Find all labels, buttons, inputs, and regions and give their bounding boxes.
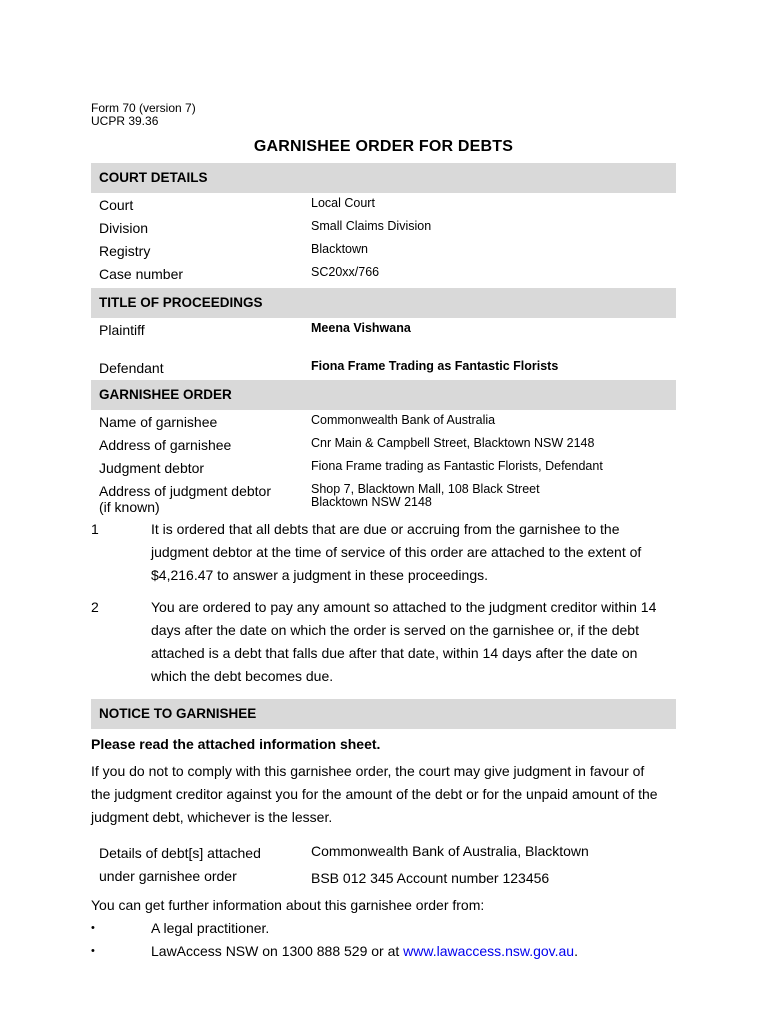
document-title: GARNISHEE ORDER FOR DEBTS xyxy=(253,138,514,155)
registry-value: Blacktown xyxy=(311,242,368,256)
defendant-value: Fiona Frame Trading as Fantastic Florists xyxy=(311,359,559,373)
section-notice-to-garnishee: NOTICE TO GARNISHEE xyxy=(91,699,676,729)
court-label: Court xyxy=(99,197,134,213)
row-judgment-debtor-address xyxy=(91,483,676,517)
judgment-debtor-address-value xyxy=(311,483,540,509)
section-garnishee-order: GARNISHEE ORDER xyxy=(91,380,676,410)
notice-line-3: judgment debt, whichever is the lesser. xyxy=(91,809,333,825)
row-case-number xyxy=(91,266,676,288)
order-2-line-1: You are ordered to pay any amount so attached to the judgment creditor within 14 xyxy=(151,599,657,615)
notice-read-info-sheet: Please read the attached information sheet. xyxy=(91,736,381,752)
row-registry xyxy=(91,243,676,266)
order-1-line-1: It is ordered that all debts that are due or accruing from the garnishee to the xyxy=(151,521,620,537)
order-1-line-2: judgment debtor at the time of service of this order are attached to the extent of xyxy=(151,544,642,560)
row-defendant xyxy=(91,360,676,380)
row-garnishee-address xyxy=(91,437,676,460)
division-value: Small Claims Division xyxy=(311,219,432,233)
bullet-legal-practitioner xyxy=(91,917,676,940)
bullet-1-text: A legal practitioner. xyxy=(151,920,270,936)
order-1-line-3: $4,216.47 to answer a judgment in these proceedings. xyxy=(151,567,489,583)
judgment-debtor-value: Fiona Frame trading as Fantastic Florists, Defendant xyxy=(311,459,603,473)
debt-details-label xyxy=(99,842,299,888)
judgment-debtor-address-line1: Shop 7, Blacktown Mall, 108 Black Street xyxy=(311,482,540,496)
debt-details-label-line1: Details of debt[s] attached xyxy=(99,845,261,861)
judgment-debtor-address-label-line2: (if known) xyxy=(99,499,160,515)
document-page xyxy=(91,102,676,963)
order-number-2: 2 xyxy=(91,599,99,615)
section-title-of-proceedings: TITLE OF PROCEEDINGS xyxy=(91,288,676,318)
court-value: Local Court xyxy=(311,196,375,210)
section-court-details: COURT DETAILS xyxy=(91,163,676,193)
debt-details-account: BSB 012 345 Account number 123456 xyxy=(311,870,550,886)
judgment-debtor-address-label-line1: Address of judgment debtor xyxy=(99,483,271,499)
order-paragraph-1 xyxy=(91,518,676,587)
case-number-label: Case number xyxy=(99,266,184,282)
case-number-value: SC20xx/766 xyxy=(311,265,380,279)
bullet-lawaccess xyxy=(91,940,676,963)
registry-label: Registry xyxy=(99,243,151,259)
order-number-1: 1 xyxy=(91,521,99,537)
bullet-icon: • xyxy=(91,922,95,934)
plaintiff-value: Meena Vishwana xyxy=(311,321,411,335)
order-2-line-3: attached is a debt that falls due after that date, within 14 days after the date on xyxy=(151,645,638,661)
debt-details-bank: Commonwealth Bank of Australia, Blacktown xyxy=(311,843,589,859)
plaintiff-label: Plaintiff xyxy=(99,322,145,338)
garnishee-name-label: Name of garnishee xyxy=(99,414,218,430)
row-division xyxy=(91,220,676,243)
garnishee-address-value: Cnr Main & Campbell Street, Blacktown NSW 2148 xyxy=(311,436,595,450)
bullet-2-suffix: . xyxy=(574,943,578,959)
order-paragraph-2 xyxy=(91,596,676,688)
bullet-2-prefix: LawAccess NSW on 1300 888 529 or at xyxy=(151,943,404,959)
rule-reference: UCPR 39.36 xyxy=(91,114,159,128)
division-label: Division xyxy=(99,220,149,236)
notice-line-1: If you do not to comply with this garnishee order, the court may give judgment in favour of xyxy=(91,763,645,779)
row-garnishee-name xyxy=(91,414,676,437)
order-2-line-4: which the debt becomes due. xyxy=(151,668,334,684)
lawaccess-link[interactable]: www.lawaccess.nsw.gov.au xyxy=(403,943,575,959)
defendant-label: Defendant xyxy=(99,360,164,376)
row-plaintiff xyxy=(91,322,676,360)
debt-details-label-line2: under garnishee order xyxy=(99,868,237,884)
row-court xyxy=(91,197,676,220)
judgment-debtor-address-label xyxy=(99,483,271,515)
further-info-line: You can get further information about this garnishee order from: xyxy=(91,897,485,913)
row-judgment-debtor xyxy=(91,460,676,483)
garnishee-name-value: Commonwealth Bank of Australia xyxy=(311,413,496,427)
notice-line-2: the judgment creditor against you for the amount of the debt or for the unpaid amount of the xyxy=(91,786,658,802)
judgment-debtor-address-line2: Blacktown NSW 2148 xyxy=(311,495,432,509)
debt-details xyxy=(91,842,676,894)
garnishee-address-label: Address of garnishee xyxy=(99,437,232,453)
bullet-icon: • xyxy=(91,945,95,957)
judgment-debtor-label: Judgment debtor xyxy=(99,460,205,476)
order-2-line-2: days after the date on which the order is served on the garnishee or, if the debt xyxy=(151,622,639,638)
form-number: Form 70 (version 7) xyxy=(91,101,196,115)
notice-paragraph xyxy=(91,760,676,829)
